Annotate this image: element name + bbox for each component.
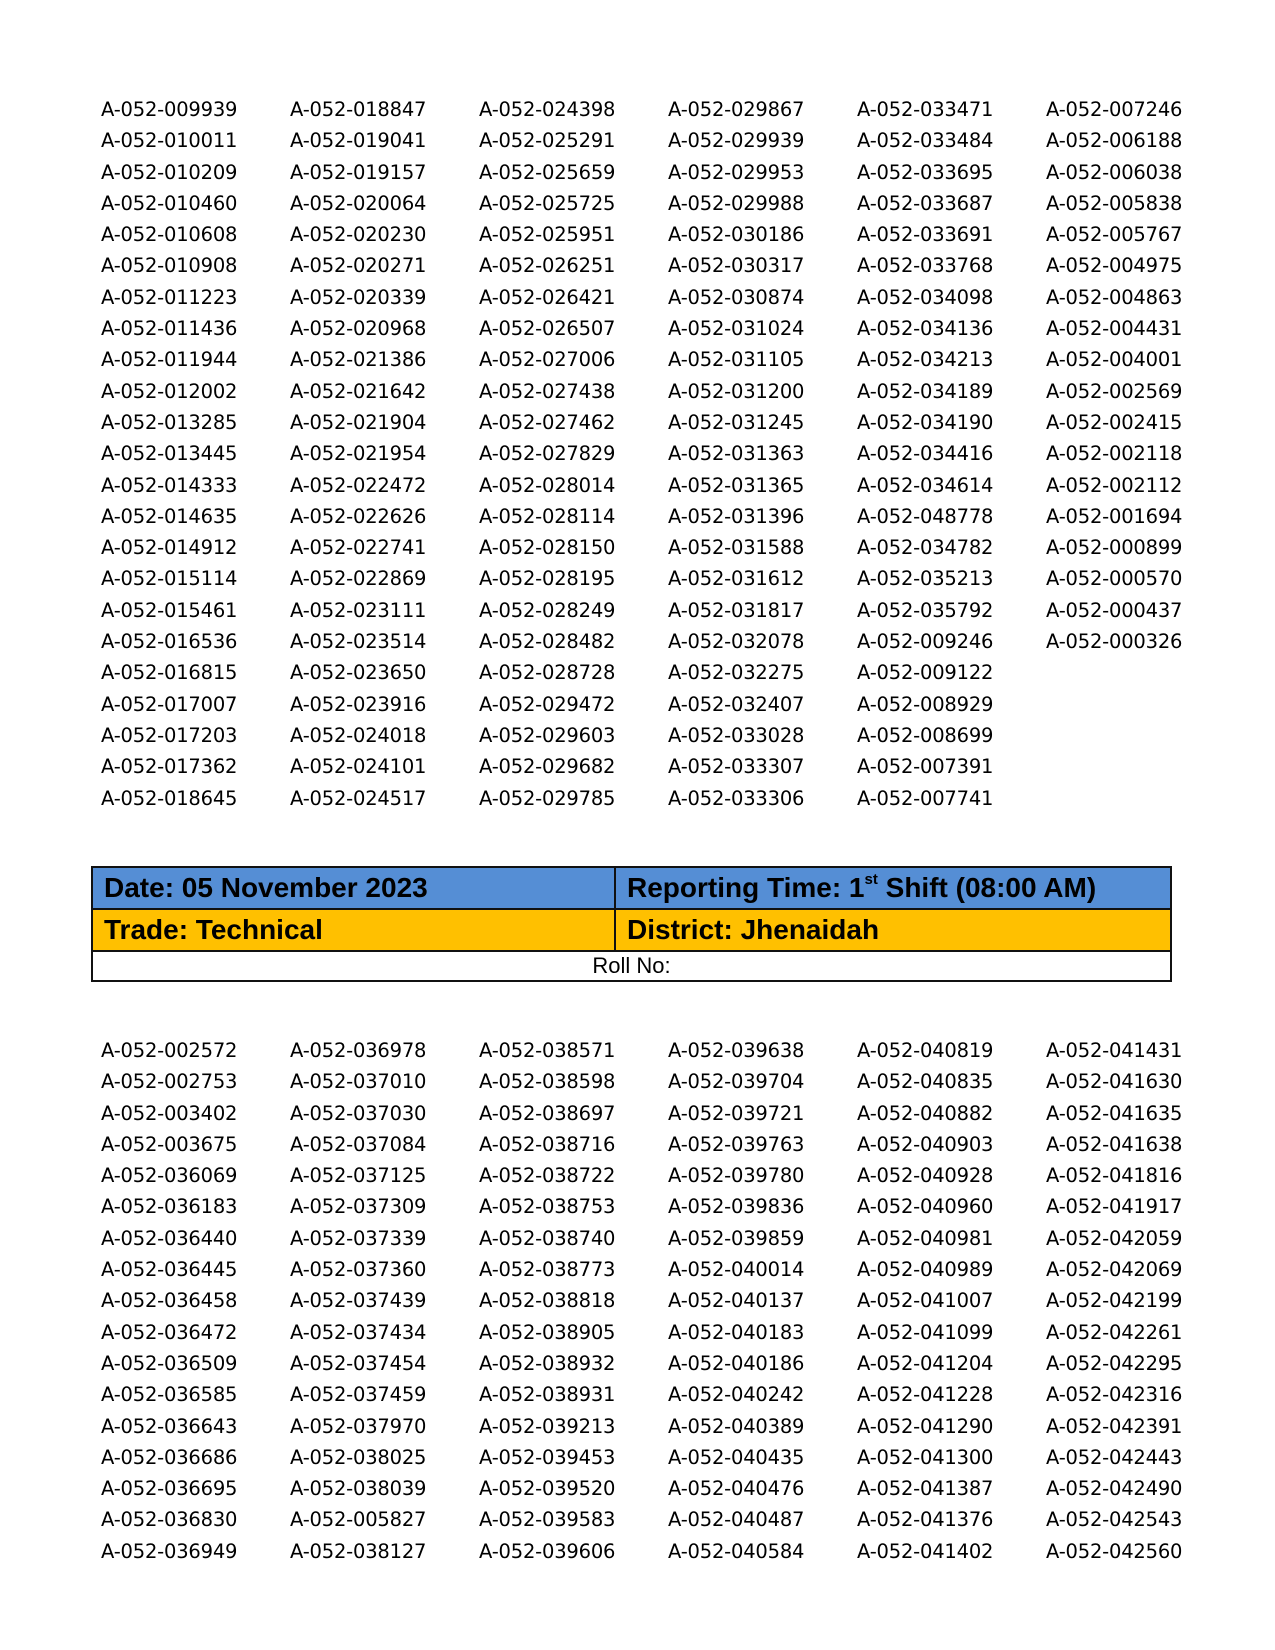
roll-number: A-052-041816 — [1046, 1164, 1183, 1188]
roll-number: A-052-041099 — [857, 1320, 994, 1344]
roll-number: A-052-038931 — [479, 1383, 616, 1407]
roll-number: A-052-025725 — [479, 191, 616, 215]
reporting-time-suffix: Shift (08:00 AM) — [877, 872, 1097, 903]
roll-number: A-052-041228 — [857, 1383, 994, 1407]
roll-number: A-052-038039 — [290, 1477, 427, 1501]
roll-number: A-052-029953 — [668, 160, 805, 184]
roll-number: A-052-024517 — [290, 786, 427, 810]
roll-number: A-052-010209 — [101, 160, 238, 184]
roll-number: A-052-038905 — [479, 1320, 616, 1344]
roll-number: A-052-029682 — [479, 755, 616, 779]
roll-number: A-052-004431 — [1046, 317, 1183, 341]
roll-number: A-052-034136 — [857, 317, 994, 341]
roll-number: A-052-029867 — [668, 98, 805, 121]
roll-number: A-052-019041 — [290, 129, 427, 153]
roll-number: A-052-036472 — [101, 1320, 238, 1344]
top-column — [668, 94, 857, 814]
roll-number: A-052-018645 — [101, 786, 238, 810]
roll-number: A-052-031200 — [668, 379, 805, 403]
roll-number: A-052-040903 — [857, 1132, 994, 1156]
roll-number: A-052-038127 — [290, 1539, 427, 1563]
roll-number: A-052-037360 — [290, 1258, 427, 1282]
reporting-time-ordinal: st — [864, 870, 878, 888]
roll-number: A-052-017007 — [101, 692, 238, 716]
roll-number: A-052-040989 — [857, 1258, 994, 1282]
roll-number: A-052-021904 — [290, 410, 427, 434]
roll-number: A-052-042316 — [1046, 1383, 1183, 1407]
roll-number: A-052-038025 — [290, 1445, 427, 1469]
bottom-column — [668, 1035, 857, 1567]
roll-number: A-052-032078 — [668, 630, 805, 654]
roll-number: A-052-005767 — [1046, 223, 1183, 247]
roll-number: A-052-037125 — [290, 1164, 427, 1188]
roll-number: A-052-038722 — [479, 1164, 616, 1188]
roll-number: A-052-033306 — [668, 786, 805, 810]
bottom-column — [1046, 1035, 1235, 1567]
top-column — [479, 94, 668, 814]
roll-number: A-052-024101 — [290, 755, 427, 779]
roll-number: A-052-022626 — [290, 504, 427, 528]
roll-number: A-052-021386 — [290, 348, 427, 372]
roll-number: A-052-011436 — [101, 317, 238, 341]
roll-number: A-052-010460 — [101, 191, 238, 215]
roll-number: A-052-042490 — [1046, 1477, 1183, 1501]
roll-number: A-052-028482 — [479, 630, 616, 654]
roll-number: A-052-040981 — [857, 1226, 994, 1250]
roll-number: A-052-041204 — [857, 1351, 994, 1375]
roll-number: A-052-036458 — [101, 1289, 238, 1313]
district-cell: District: Jhenaidah — [616, 910, 1170, 950]
roll-number: A-052-027438 — [479, 379, 616, 403]
roll-number: A-052-004863 — [1046, 285, 1183, 309]
roll-number: A-052-037309 — [290, 1195, 427, 1219]
roll-number: A-052-031245 — [668, 410, 805, 434]
roll-number: A-052-022741 — [290, 536, 427, 560]
roll-number: A-052-028114 — [479, 504, 616, 528]
roll-number: A-052-042295 — [1046, 1351, 1183, 1375]
roll-number: A-052-029939 — [668, 129, 805, 153]
roll-number: A-052-039606 — [479, 1539, 616, 1563]
roll-number: A-052-026421 — [479, 285, 616, 309]
roll-number: A-052-002572 — [101, 1039, 238, 1062]
roll-number: A-052-042059 — [1046, 1226, 1183, 1250]
roll-number: A-052-025659 — [479, 160, 616, 184]
roll-number: A-052-003675 — [101, 1132, 238, 1156]
bottom-column — [101, 1035, 290, 1567]
roll-number: A-052-037339 — [290, 1226, 427, 1250]
roll-number: A-052-015114 — [101, 567, 238, 591]
roll-number: A-052-009939 — [101, 98, 238, 121]
roll-number: A-052-038932 — [479, 1351, 616, 1375]
top-column — [1046, 94, 1235, 814]
roll-number: A-052-026251 — [479, 254, 616, 278]
roll-number: A-052-040183 — [668, 1320, 805, 1344]
roll-number: A-052-027462 — [479, 410, 616, 434]
roll-number: A-052-003402 — [101, 1101, 238, 1125]
roll-number: A-052-039721 — [668, 1101, 805, 1125]
roll-number: A-052-040389 — [668, 1414, 805, 1438]
roll-number: A-052-031588 — [668, 536, 805, 560]
roll-number: A-052-041300 — [857, 1445, 994, 1469]
roll-number: A-052-037970 — [290, 1414, 427, 1438]
roll-number: A-052-037439 — [290, 1289, 427, 1313]
roll-number: A-052-002415 — [1046, 410, 1183, 434]
roll-number: A-052-040435 — [668, 1445, 805, 1469]
roll-number: A-052-038716 — [479, 1132, 616, 1156]
roll-number: A-052-040819 — [857, 1039, 994, 1062]
roll-number: A-052-039704 — [668, 1070, 805, 1094]
roll-number: A-052-039836 — [668, 1195, 805, 1219]
roll-number: A-052-020339 — [290, 285, 427, 309]
roll-number: A-052-006038 — [1046, 160, 1183, 184]
roll-number: A-052-040928 — [857, 1164, 994, 1188]
roll-number: A-052-030186 — [668, 223, 805, 247]
roll-number: A-052-030874 — [668, 285, 805, 309]
roll-number: A-052-010011 — [101, 129, 238, 153]
roll-number: A-052-013445 — [101, 442, 238, 466]
roll-number: A-052-041431 — [1046, 1039, 1183, 1062]
roll-number: A-052-028014 — [479, 473, 616, 497]
roll-number: A-052-039763 — [668, 1132, 805, 1156]
roll-number: A-052-025291 — [479, 129, 616, 153]
roll-number: A-052-036686 — [101, 1445, 238, 1469]
roll-number: A-052-031396 — [668, 504, 805, 528]
roll-number: A-052-036695 — [101, 1477, 238, 1501]
roll-number: A-052-025951 — [479, 223, 616, 247]
roll-number: A-052-016815 — [101, 661, 238, 685]
roll-number: A-052-010908 — [101, 254, 238, 278]
roll-number: A-052-028249 — [479, 598, 616, 622]
roll-number: A-052-019157 — [290, 160, 427, 184]
roll-number: A-052-008699 — [857, 723, 994, 747]
roll-number: A-052-007246 — [1046, 98, 1183, 121]
roll-number: A-052-040476 — [668, 1477, 805, 1501]
roll-number: A-052-036183 — [101, 1195, 238, 1219]
roll-number: A-052-039638 — [668, 1039, 805, 1062]
roll-number: A-052-039583 — [479, 1508, 616, 1532]
roll-number: A-052-035792 — [857, 598, 994, 622]
roll-number: A-052-042443 — [1046, 1445, 1183, 1469]
roll-number: A-052-005827 — [290, 1508, 427, 1532]
roll-number: A-052-033307 — [668, 755, 805, 779]
roll-number: A-052-030317 — [668, 254, 805, 278]
roll-number: A-052-001694 — [1046, 504, 1183, 528]
roll-number: A-052-031365 — [668, 473, 805, 497]
roll-number: A-052-042069 — [1046, 1258, 1183, 1282]
roll-number: A-052-037434 — [290, 1320, 427, 1344]
roll-number: A-052-033691 — [857, 223, 994, 247]
roll-number: A-052-014635 — [101, 504, 238, 528]
date-cell: Date: 05 November 2023 — [93, 868, 616, 908]
roll-number: A-052-040137 — [668, 1289, 805, 1313]
roll-number: A-052-036445 — [101, 1258, 238, 1282]
top-column — [857, 94, 1046, 814]
roll-number: A-052-038598 — [479, 1070, 616, 1094]
roll-number: A-052-041376 — [857, 1508, 994, 1532]
roll-number: A-052-006188 — [1046, 129, 1183, 153]
roll-number: A-052-036830 — [101, 1508, 238, 1532]
roll-number: A-052-038773 — [479, 1258, 616, 1282]
roll-number: A-052-041630 — [1046, 1070, 1183, 1094]
roll-number: A-052-038818 — [479, 1289, 616, 1313]
roll-number: A-052-033028 — [668, 723, 805, 747]
roll-number: A-052-040487 — [668, 1508, 805, 1532]
roll-list-bottom — [101, 1035, 1231, 1567]
roll-number: A-052-040186 — [668, 1351, 805, 1375]
roll-number: A-052-037030 — [290, 1101, 427, 1125]
roll-number: A-052-023916 — [290, 692, 427, 716]
roll-number: A-052-037010 — [290, 1070, 427, 1094]
roll-number: A-052-020968 — [290, 317, 427, 341]
roll-number: A-052-013285 — [101, 410, 238, 434]
roll-number: A-052-042199 — [1046, 1289, 1183, 1313]
roll-number: A-052-040882 — [857, 1101, 994, 1125]
top-column — [290, 94, 479, 814]
roll-number: A-052-038753 — [479, 1195, 616, 1219]
roll-number: A-052-048778 — [857, 504, 994, 528]
roll-number: A-052-033768 — [857, 254, 994, 278]
roll-number: A-052-017203 — [101, 723, 238, 747]
roll-number: A-052-040014 — [668, 1258, 805, 1282]
roll-number: A-052-022869 — [290, 567, 427, 591]
roll-number: A-052-042543 — [1046, 1508, 1183, 1532]
roll-number: A-052-034098 — [857, 285, 994, 309]
roll-number: A-052-021642 — [290, 379, 427, 403]
roll-number: A-052-038740 — [479, 1226, 616, 1250]
roll-number: A-052-036949 — [101, 1539, 238, 1563]
roll-number: A-052-038571 — [479, 1039, 616, 1062]
header-row-trade — [93, 910, 1170, 952]
roll-number: A-052-014912 — [101, 536, 238, 560]
roll-number: A-052-041635 — [1046, 1101, 1183, 1125]
roll-number: A-052-042560 — [1046, 1539, 1183, 1563]
roll-number: A-052-000437 — [1046, 598, 1183, 622]
roll-number: A-052-036585 — [101, 1383, 238, 1407]
header-row-date — [93, 868, 1170, 910]
roll-number: A-052-031817 — [668, 598, 805, 622]
roll-number: A-052-028728 — [479, 661, 616, 685]
reporting-time-prefix: Reporting Time: 1 — [627, 872, 865, 903]
roll-number: A-052-032407 — [668, 692, 805, 716]
roll-number: A-052-033687 — [857, 191, 994, 215]
roll-number: A-052-041638 — [1046, 1132, 1183, 1156]
roll-number: A-052-034416 — [857, 442, 994, 466]
roll-number: A-052-012002 — [101, 379, 238, 403]
roll-number: A-052-023650 — [290, 661, 427, 685]
roll-number: A-052-024018 — [290, 723, 427, 747]
roll-number: A-052-039520 — [479, 1477, 616, 1501]
roll-number: A-052-041007 — [857, 1289, 994, 1313]
roll-number: A-052-011944 — [101, 348, 238, 372]
roll-number: A-052-016536 — [101, 630, 238, 654]
roll-number: A-052-041917 — [1046, 1195, 1183, 1219]
roll-number: A-052-014333 — [101, 473, 238, 497]
roll-number: A-052-041402 — [857, 1539, 994, 1563]
roll-number: A-052-034782 — [857, 536, 994, 560]
roll-number: A-052-041290 — [857, 1414, 994, 1438]
reporting-time-cell — [616, 868, 1170, 908]
bottom-column — [857, 1035, 1046, 1567]
roll-number: A-052-023111 — [290, 598, 427, 622]
top-column — [101, 94, 290, 814]
roll-number: A-052-002569 — [1046, 379, 1183, 403]
roll-number: A-052-029472 — [479, 692, 616, 716]
trade-cell: Trade: Technical — [93, 910, 616, 950]
roll-number: A-052-026507 — [479, 317, 616, 341]
roll-number: A-052-031024 — [668, 317, 805, 341]
roll-number: A-052-034213 — [857, 348, 994, 372]
roll-number: A-052-002753 — [101, 1070, 238, 1094]
roll-number: A-052-034189 — [857, 379, 994, 403]
roll-number: A-052-037084 — [290, 1132, 427, 1156]
roll-number: A-052-028150 — [479, 536, 616, 560]
roll-number: A-052-039780 — [668, 1164, 805, 1188]
roll-number: A-052-017362 — [101, 755, 238, 779]
roll-number: A-052-032275 — [668, 661, 805, 685]
roll-number: A-052-037459 — [290, 1383, 427, 1407]
roll-number: A-052-029785 — [479, 786, 616, 810]
roll-number: A-052-033471 — [857, 98, 994, 121]
roll-number: A-052-036978 — [290, 1039, 427, 1062]
roll-number: A-052-023514 — [290, 630, 427, 654]
shift-header-table — [91, 866, 1172, 982]
roll-number: A-052-031363 — [668, 442, 805, 466]
roll-number: A-052-008929 — [857, 692, 994, 716]
roll-number: A-052-034614 — [857, 473, 994, 497]
roll-number: A-052-022472 — [290, 473, 427, 497]
roll-number: A-052-031105 — [668, 348, 805, 372]
roll-number: A-052-033484 — [857, 129, 994, 153]
roll-number: A-052-029988 — [668, 191, 805, 215]
roll-number: A-052-042391 — [1046, 1414, 1183, 1438]
roll-number: A-052-028195 — [479, 567, 616, 591]
roll-number: A-052-035213 — [857, 567, 994, 591]
roll-number: A-052-027006 — [479, 348, 616, 372]
roll-number: A-052-034190 — [857, 410, 994, 434]
roll-number: A-052-040960 — [857, 1195, 994, 1219]
roll-number: A-052-009122 — [857, 661, 994, 685]
roll-number: A-052-041387 — [857, 1477, 994, 1501]
roll-number: A-052-018847 — [290, 98, 427, 121]
roll-number: A-052-036440 — [101, 1226, 238, 1250]
roll-number: A-052-015461 — [101, 598, 238, 622]
roll-number: A-052-007741 — [857, 786, 994, 810]
roll-number: A-052-036643 — [101, 1414, 238, 1438]
roll-number: A-052-000326 — [1046, 630, 1183, 654]
roll-number: A-052-000570 — [1046, 567, 1183, 591]
roll-number: A-052-037454 — [290, 1351, 427, 1375]
roll-number: A-052-021954 — [290, 442, 427, 466]
roll-list-top — [101, 94, 1231, 814]
roll-number: A-052-038697 — [479, 1101, 616, 1125]
roll-number: A-052-036509 — [101, 1351, 238, 1375]
roll-number: A-052-040584 — [668, 1539, 805, 1563]
roll-number: A-052-009246 — [857, 630, 994, 654]
roll-number: A-052-020271 — [290, 254, 427, 278]
roll-number: A-052-002112 — [1046, 473, 1183, 497]
bottom-column — [479, 1035, 668, 1567]
roll-number: A-052-002118 — [1046, 442, 1183, 466]
roll-number: A-052-036069 — [101, 1164, 238, 1188]
roll-number: A-052-033695 — [857, 160, 994, 184]
roll-number: A-052-029603 — [479, 723, 616, 747]
roll-number: A-052-005838 — [1046, 191, 1183, 215]
roll-number: A-052-007391 — [857, 755, 994, 779]
roll-number: A-052-000899 — [1046, 536, 1183, 560]
roll-number: A-052-020064 — [290, 191, 427, 215]
roll-number: A-052-039453 — [479, 1445, 616, 1469]
roll-no-label: Roll No: — [93, 952, 1170, 980]
roll-number: A-052-040835 — [857, 1070, 994, 1094]
roll-number: A-052-004975 — [1046, 254, 1183, 278]
roll-number: A-052-024398 — [479, 98, 616, 121]
roll-number: A-052-040242 — [668, 1383, 805, 1407]
roll-number: A-052-039859 — [668, 1226, 805, 1250]
bottom-column — [290, 1035, 479, 1567]
roll-number: A-052-010608 — [101, 223, 238, 247]
roll-number: A-052-011223 — [101, 285, 238, 309]
roll-number: A-052-031612 — [668, 567, 805, 591]
roll-number: A-052-042261 — [1046, 1320, 1183, 1344]
roll-number: A-052-027829 — [479, 442, 616, 466]
roll-number: A-052-039213 — [479, 1414, 616, 1438]
roll-number: A-052-004001 — [1046, 348, 1183, 372]
roll-number: A-052-020230 — [290, 223, 427, 247]
